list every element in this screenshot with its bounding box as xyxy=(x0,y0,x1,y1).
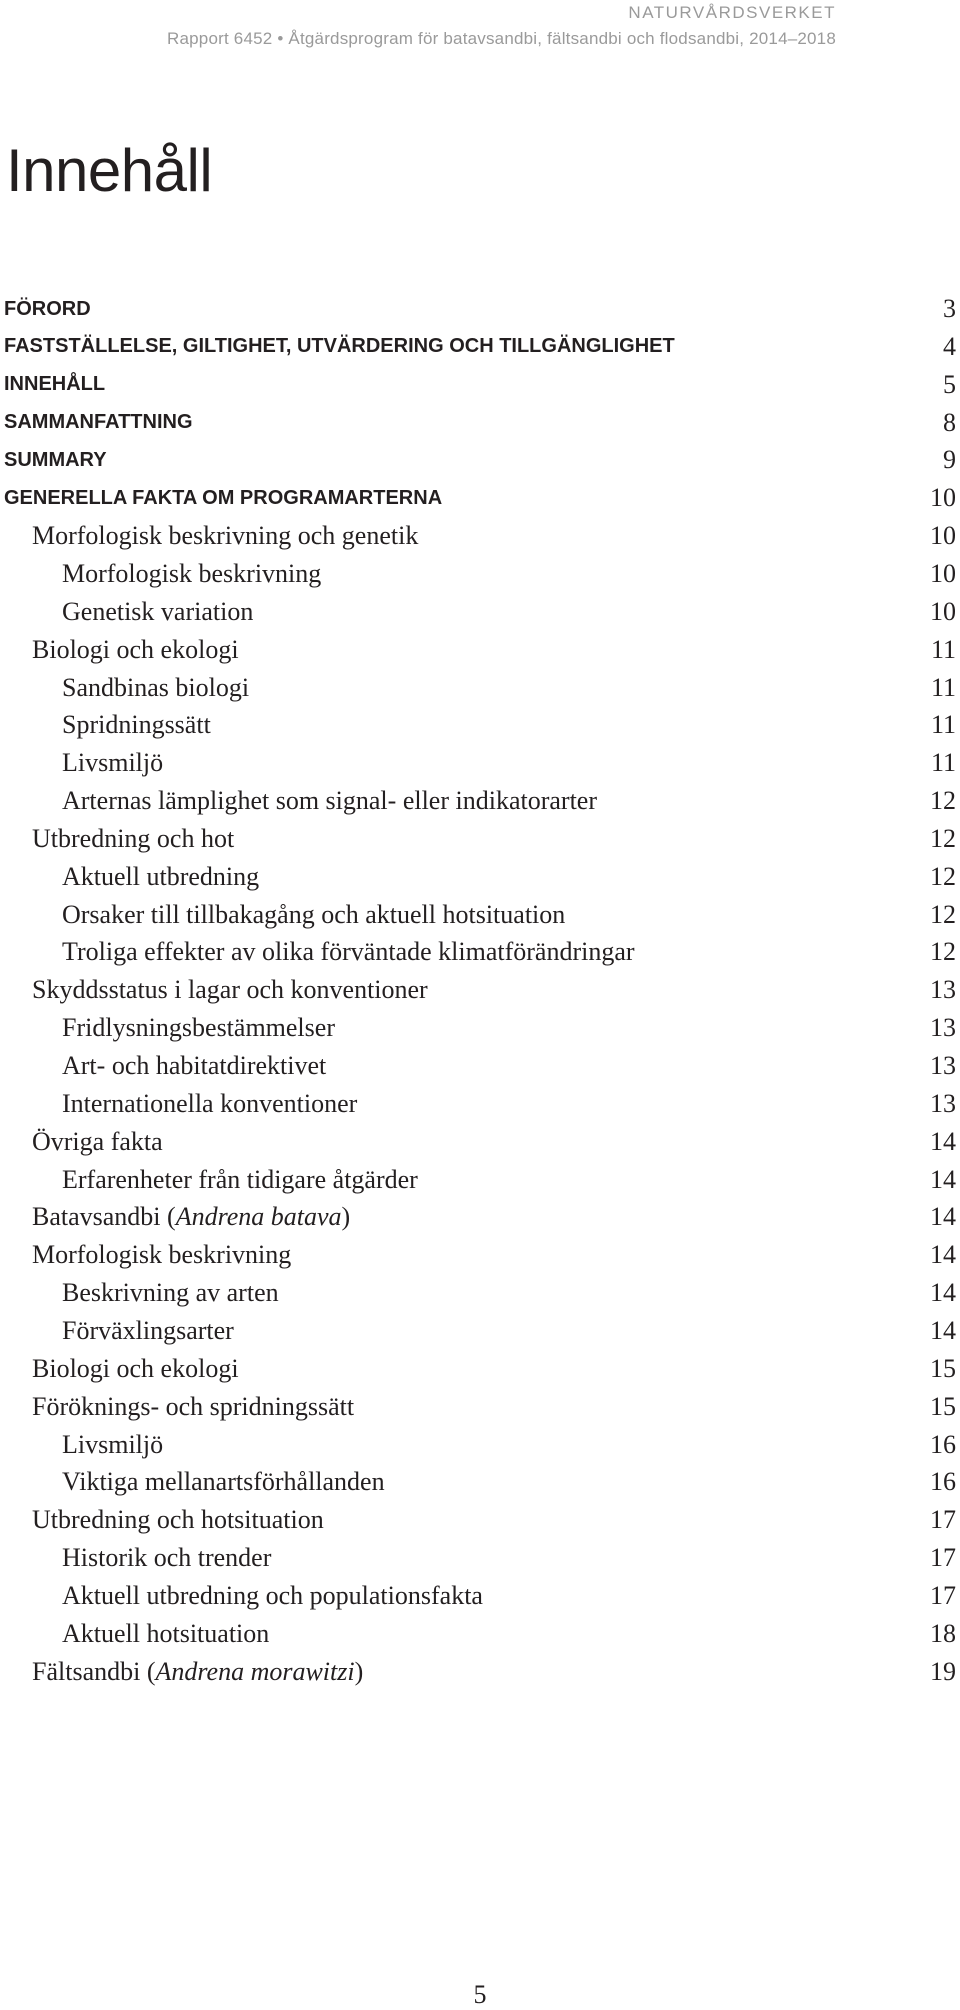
toc-entry-title xyxy=(0,1581,483,1611)
toc-entry-page-number: 16 xyxy=(930,1467,956,1497)
header-report-title: Rapport 6452 • Åtgärdsprogram för batavsandbi, fältsandbi och flodsandbi, 2014–2018 xyxy=(167,29,836,48)
toc-entry-title-text: FASTSTÄLLELSE, GILTIGHET, UTVÄRDERING OCH TILLGÄNGLIGHET xyxy=(4,335,675,358)
toc-entry[interactable] xyxy=(0,671,956,705)
toc-entry-page-number: 17 xyxy=(930,1580,956,1610)
toc-entry-title xyxy=(0,1278,279,1308)
toc-entry-title-text: Troliga effekter av olika förväntade klimatförändringar xyxy=(62,937,635,967)
toc-entry-title-text: Genetisk variation xyxy=(62,596,254,626)
toc-entry-title xyxy=(0,1354,239,1384)
toc-entry-page-number: 14 xyxy=(930,1126,956,1156)
toc-entry-title xyxy=(0,1505,324,1535)
toc-entry-title xyxy=(0,335,675,358)
toc-entry-title xyxy=(0,487,442,510)
toc-entry-title-text: Utbredning och hotsituation xyxy=(32,1505,324,1535)
toc-entry-title-text: SUMMARY xyxy=(4,448,107,471)
toc-entry-page-number: 12 xyxy=(930,823,956,853)
toc-entry-page-number: 12 xyxy=(930,937,956,967)
toc-entry-page-number: 11 xyxy=(930,672,956,702)
toc-entry[interactable] xyxy=(0,557,956,591)
toc-entry[interactable] xyxy=(0,1011,956,1045)
toc-entry[interactable] xyxy=(0,898,956,932)
toc-entry-title-text: Förväxlingsarter xyxy=(62,1315,234,1345)
toc-entry-title-suffix: ) xyxy=(354,1656,364,1686)
toc-entry-page-number: 19 xyxy=(930,1656,956,1686)
toc-entry-title xyxy=(0,1240,291,1270)
toc-entry-title xyxy=(0,1127,163,1157)
toc-entry-title-text: Morfologisk beskrivning xyxy=(62,558,322,588)
toc-entry-title xyxy=(0,1619,269,1649)
toc-entry-title-text: Viktiga mellanartsförhållanden xyxy=(62,1467,385,1497)
toc-entry-title xyxy=(0,559,321,589)
toc-entry-title-text: Sandbinas biologi xyxy=(62,672,250,702)
running-header xyxy=(167,0,836,50)
toc-entry-page-number: 12 xyxy=(930,899,956,929)
toc-entry-title xyxy=(0,298,91,321)
toc-entry-page-number: 15 xyxy=(930,1353,956,1383)
toc-entry-title xyxy=(0,449,107,472)
toc-entry[interactable] xyxy=(0,1352,956,1386)
toc-entry-page-number: 13 xyxy=(930,1088,956,1118)
toc-entry[interactable] xyxy=(0,481,956,515)
toc-entry-title-text: Spridningssätt xyxy=(62,710,211,740)
toc-entry-title-text: Arternas lämplighet som signal- eller indikatorarter xyxy=(62,786,597,816)
toc-entry-title-text: Orsaker till tillbakagång och aktuell hotsituation xyxy=(62,899,566,929)
toc-entry-page-number: 10 xyxy=(930,558,956,588)
toc-entry-page-number: 11 xyxy=(930,634,956,664)
toc-entry-page-number: 12 xyxy=(930,861,956,891)
toc-entry[interactable] xyxy=(0,1238,956,1272)
toc-entry[interactable] xyxy=(0,633,956,667)
toc-entry[interactable] xyxy=(0,519,956,553)
toc-entry-page-number: 3 xyxy=(943,294,956,323)
toc-entry-title-text: FÖRORD xyxy=(4,297,91,320)
toc-entry-title-text: Biologi och ekologi xyxy=(32,634,239,664)
header-organization: NATURVÅRDSVERKET xyxy=(628,3,836,22)
toc-entry-title-text: Biologi och ekologi xyxy=(32,1353,239,1383)
toc-entry[interactable] xyxy=(0,330,956,364)
toc-entry-page-number: 16 xyxy=(930,1429,956,1459)
toc-entry-page-number: 17 xyxy=(930,1543,956,1573)
toc-entry-title-text: Beskrivning av arten xyxy=(62,1278,279,1308)
toc-entry-page-number: 14 xyxy=(930,1240,956,1270)
toc-entry-title-text: SAMMANFATTNING xyxy=(4,411,193,434)
toc-entry-title-text: Övriga fakta xyxy=(32,1126,163,1156)
toc-entry-title-text: Aktuell utbredning och populationsfakta xyxy=(62,1580,483,1610)
toc-entry[interactable] xyxy=(0,746,956,780)
toc-entry-page-number: 14 xyxy=(930,1202,956,1232)
toc-entry-page-number: 5 xyxy=(943,369,956,399)
toc-entry-title-text: Aktuell hotsituation xyxy=(62,1618,270,1648)
toc-entry-page-number: 10 xyxy=(930,596,956,626)
toc-entry-species-name: Andrena batava xyxy=(175,1202,342,1232)
toc-entry-title xyxy=(0,710,211,740)
toc-entry-page-number: 13 xyxy=(930,1051,956,1080)
toc-entry-page-number: 8 xyxy=(943,407,956,437)
toc-entry-title xyxy=(0,975,428,1005)
toc-entry-title xyxy=(0,521,418,551)
toc-entry[interactable] xyxy=(0,822,956,856)
toc-entry-title-text: Art- och habitatdirektivet xyxy=(62,1051,327,1080)
toc-entry-title xyxy=(0,1467,385,1497)
toc-entry[interactable] xyxy=(0,935,956,969)
toc-entry-title xyxy=(0,1392,354,1422)
toc-entry-title xyxy=(0,1165,418,1195)
toc-entry[interactable] xyxy=(0,443,956,477)
toc-entry-page-number: 10 xyxy=(930,483,956,513)
toc-entry[interactable] xyxy=(0,1579,956,1613)
page-number: 5 xyxy=(473,1980,487,2009)
toc-entry[interactable] xyxy=(0,860,956,894)
toc-entry[interactable] xyxy=(0,1276,956,1310)
toc-entry-title-text: Fridlysningsbestämmelser xyxy=(62,1013,335,1043)
toc-entry-title xyxy=(0,786,597,816)
toc-entry-title-text: Internationella konventioner xyxy=(62,1088,358,1118)
toc-entry-title-text: Erfarenheter från tidigare åtgärder xyxy=(62,1164,418,1194)
toc-entry-title-text: Livsmiljö xyxy=(62,748,164,778)
toc-entry[interactable] xyxy=(0,1049,956,1083)
toc-entry-page-number: 11 xyxy=(930,710,956,740)
toc-entry[interactable] xyxy=(0,708,956,742)
toc-entry[interactable] xyxy=(0,1200,956,1234)
toc-entry[interactable] xyxy=(0,368,956,402)
toc-entry[interactable] xyxy=(0,1428,956,1462)
toc-entry-title xyxy=(0,673,249,703)
toc-entry-title xyxy=(0,748,163,778)
toc-entry-title-text: Skyddsstatus i lagar och konventioner xyxy=(32,975,428,1005)
toc-entry[interactable] xyxy=(0,1541,956,1575)
toc-entry-page-number: 11 xyxy=(930,748,956,778)
toc-entry-title xyxy=(0,862,259,892)
toc-entry[interactable] xyxy=(0,1655,956,1689)
toc-entry[interactable] xyxy=(0,406,956,440)
toc-entry-title-text: Morfologisk beskrivning xyxy=(32,1240,292,1270)
toc-entry-title xyxy=(0,1202,350,1232)
toc-entry[interactable] xyxy=(0,1465,956,1499)
toc-entry-page-number: 14 xyxy=(930,1164,956,1194)
toc-entry-species-name: Andrena morawitzi xyxy=(155,1656,355,1686)
toc-entry-page-number: 18 xyxy=(930,1618,956,1648)
toc-entry-title xyxy=(0,937,635,967)
toc-entry[interactable] xyxy=(0,1125,956,1159)
toc-entry-page-number: 17 xyxy=(930,1505,956,1535)
toc-entry[interactable] xyxy=(0,1087,956,1121)
toc-entry-page-number: 9 xyxy=(943,445,956,475)
toc-entry[interactable] xyxy=(0,595,956,629)
toc-entry-title-text: Föröknings- och spridningssätt xyxy=(32,1391,355,1421)
toc-entry-title-text: Historik och trender xyxy=(62,1543,272,1573)
toc-entry-page-number: 14 xyxy=(930,1278,956,1308)
toc-entry-page-number: 15 xyxy=(930,1391,956,1421)
toc-entry-page-number: 13 xyxy=(930,975,956,1005)
toc-entry-title xyxy=(0,597,253,627)
toc-entry-title xyxy=(0,1316,234,1346)
toc-entry-title xyxy=(0,1543,271,1573)
toc-entry-page-number: 12 xyxy=(930,786,956,816)
toc-entry-title xyxy=(0,1051,326,1081)
toc-entry-title-text: Batavsandbi ( xyxy=(32,1202,176,1232)
toc-entry-title-text: Livsmiljö xyxy=(62,1429,164,1459)
toc-entry-title xyxy=(0,373,105,396)
toc-entry-page-number: 4 xyxy=(943,331,956,361)
toc-entry-title-suffix: ) xyxy=(341,1202,351,1232)
toc-entry-title xyxy=(0,635,239,665)
toc-entry[interactable] xyxy=(0,1163,956,1197)
toc-entry-title-text: Utbredning och hot xyxy=(32,823,235,853)
toc-entry-title-text: Morfologisk beskrivning och genetik xyxy=(32,521,419,551)
toc-entry[interactable] xyxy=(0,784,956,818)
toc-entry-page-number: 14 xyxy=(930,1315,956,1345)
toc-entry-title-text: Aktuell utbredning xyxy=(62,861,260,891)
toc-entry-title xyxy=(0,1657,363,1687)
toc-entry-title-text: Fältsandbi ( xyxy=(32,1656,156,1686)
toc-entry-page-number: 10 xyxy=(930,521,956,551)
toc-entry[interactable] xyxy=(0,1390,956,1424)
toc-entry[interactable] xyxy=(0,973,956,1007)
toc-entry-title-text: GENERELLA FAKTA OM PROGRAMARTERNA xyxy=(4,486,443,509)
toc-entry-page-number: 13 xyxy=(930,1013,956,1043)
toc-entry-title xyxy=(0,900,565,930)
toc-entry-title xyxy=(0,1430,163,1460)
toc-entry[interactable] xyxy=(0,1617,956,1651)
toc-entry[interactable] xyxy=(0,292,956,326)
toc-entry-title xyxy=(0,411,193,434)
toc-entry-title xyxy=(0,1013,335,1043)
page-title: Innehåll xyxy=(6,137,213,204)
toc-entry-title-text: INNEHÅLL xyxy=(4,373,106,396)
toc-entry[interactable] xyxy=(0,1503,956,1537)
toc-entry[interactable] xyxy=(0,1314,956,1348)
toc-entry-title xyxy=(0,824,234,854)
toc-entry-title xyxy=(0,1089,357,1119)
